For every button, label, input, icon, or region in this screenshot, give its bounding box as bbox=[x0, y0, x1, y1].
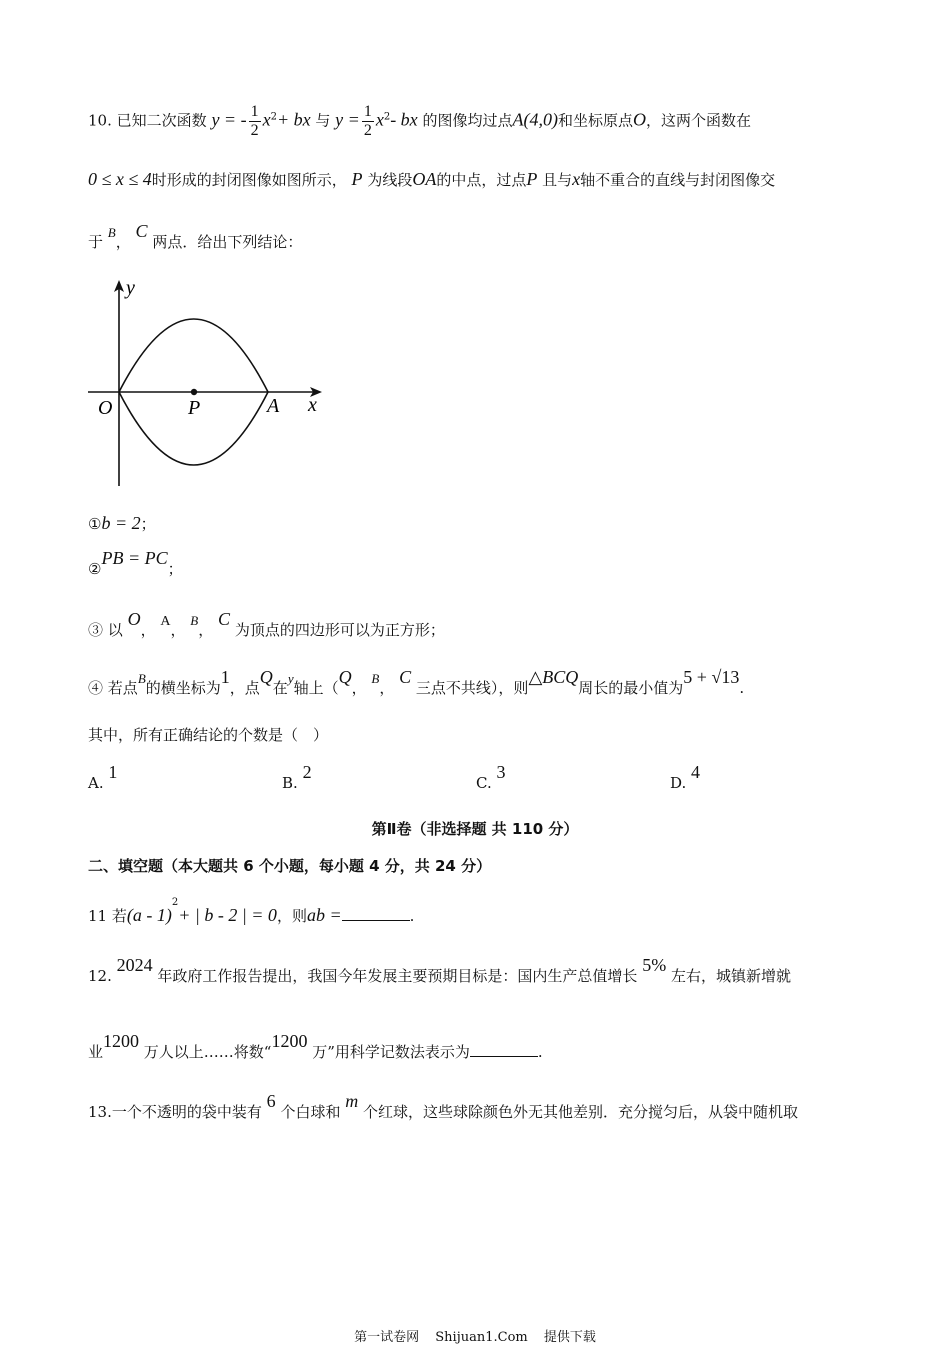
upper-parabola bbox=[119, 319, 268, 392]
formula-2: y = bbox=[335, 109, 360, 130]
q10-ask: 其中，所有正确结论的个数是（ ） bbox=[88, 726, 329, 744]
answer-blank[interactable] bbox=[470, 1042, 538, 1057]
range-expression: 0 ≤ x ≤ 4 bbox=[88, 169, 152, 189]
formula-1: y = - bbox=[211, 109, 247, 130]
answer-blank[interactable] bbox=[342, 906, 410, 921]
q10-line-3: 于 B， C 两点．给出下列结论： bbox=[88, 221, 303, 251]
y-axis-label: y bbox=[126, 277, 135, 299]
conclusion-2: ②PB = PC； bbox=[88, 548, 183, 578]
point-p-dot bbox=[191, 389, 197, 395]
question-number: 10. bbox=[88, 111, 112, 130]
conclusion-1: ①b = 2； bbox=[88, 513, 156, 533]
q12-line-2: 业1200 万人以上……将数“1200 万”用科学记数法表示为 . bbox=[88, 1031, 543, 1061]
q11: 11 若(a - 1)$^2$+ | b - 2 | = 0，则ab = . bbox=[88, 897, 415, 925]
a-label: A bbox=[267, 395, 280, 417]
question-number: 11 bbox=[88, 907, 108, 925]
page-footer bbox=[0, 1326, 950, 1345]
q10-line-1: 10. 已知二次函数 y = - $\frac{1}{2}$ $x^2+$ bx 与 y = $\frac{1}{2}$ $x^2-$ bx 的图像均过点A(4,0)和坐标原点O，这两个函数在 bbox=[88, 103, 751, 139]
minimum-perimeter-value: 5 + √13 bbox=[683, 667, 740, 687]
question-number: 12. bbox=[88, 967, 112, 985]
q10-line-2: 0 ≤ x ≤ 4时形成的封闭图像如图所示， P 为线段OA的中点，过点P 且与x轴不重合的直线与封闭图像交 bbox=[88, 169, 776, 189]
q12-line-1: 12. 2024 年政府工作报告提出，我国今年发展主要预期目标是：国内生产总值增长 5% 左右，城镇新增就 bbox=[88, 955, 792, 985]
conclusion-4: ④ 若点B的横坐标为1，点Q在y轴上（Q， B， C 三点不共线），则△BCQ周长的最小值为5 + √13. bbox=[88, 667, 745, 697]
fraction-2: $\frac{1}{2}$ bbox=[363, 103, 372, 139]
conclusion-3: ③ 以 O， A， B， C 为顶点的四边形可以为正方形； bbox=[88, 609, 445, 639]
part-2-title: 二、填空题（本大题共 6 个小题，每小题 4 分，共 24 分） bbox=[88, 857, 492, 875]
p-label: P bbox=[188, 397, 201, 419]
closed-graph-figure bbox=[84, 276, 334, 490]
footer-site-name: 第一试卷网 bbox=[354, 1330, 420, 1345]
point-a: A(4,0) bbox=[512, 109, 558, 130]
footer-site-domain[interactable]: Shijuan1.Com bbox=[435, 1330, 528, 1345]
q13: 13.一个不透明的袋中装有 6 个白球和 m 个红球，这些球除颜色外无其他差别．充分搅匀后，从袋中随机取 bbox=[88, 1091, 799, 1121]
section-2-title: 第Ⅱ卷（非选择题 共 110 分） bbox=[371, 820, 579, 838]
option-d[interactable]: D. 4 bbox=[670, 762, 701, 792]
origin-label: O bbox=[98, 397, 113, 419]
option-b[interactable]: B. 2 bbox=[282, 762, 312, 792]
footer-provide-text: 提供下载 bbox=[543, 1330, 596, 1345]
option-c[interactable]: C. 3 bbox=[476, 762, 506, 792]
fraction-1: $\frac{1}{2}$ bbox=[250, 103, 259, 139]
x-axis-label: x bbox=[308, 394, 317, 416]
question-number: 13. bbox=[88, 1103, 112, 1121]
option-a[interactable]: A. 1 bbox=[88, 762, 118, 792]
